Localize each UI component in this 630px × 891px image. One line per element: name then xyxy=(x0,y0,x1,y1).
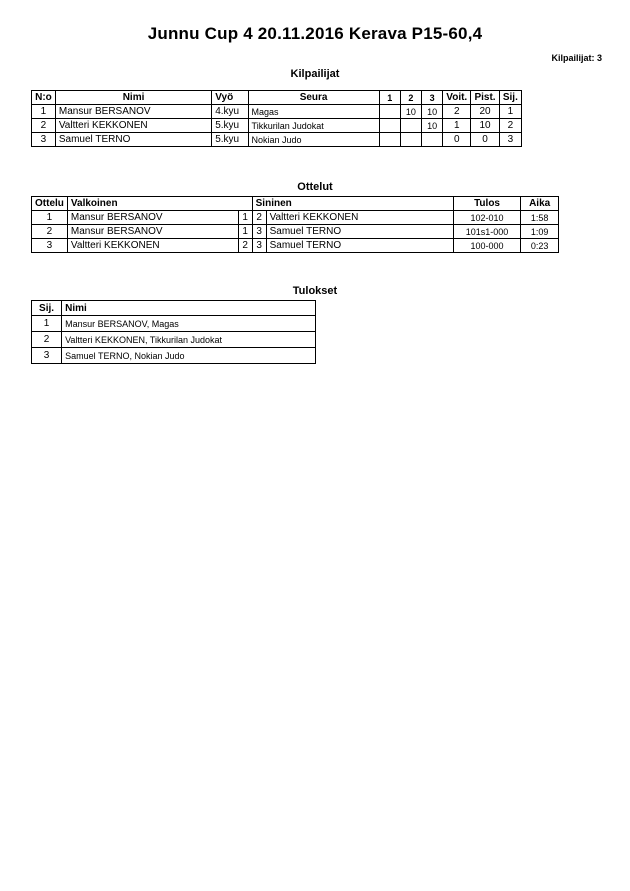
cell-round-3 xyxy=(422,133,443,147)
column-header-white: Valkoinen xyxy=(67,197,252,211)
column-header-num: N:o xyxy=(32,91,56,105)
cell-time: 0:23 xyxy=(521,239,559,253)
cell-match-num: 3 xyxy=(32,239,68,253)
cell-result-name: Samuel TERNO, Nokian Judo xyxy=(62,348,316,364)
cell-result-rank: 2 xyxy=(32,332,62,348)
cell-white-num: 1 xyxy=(238,211,252,225)
table-row xyxy=(32,225,559,239)
cell-round-2 xyxy=(400,119,421,133)
column-header-result-name: Nimi xyxy=(62,301,316,316)
cell-rank: 1 xyxy=(499,105,521,119)
column-header-time: Aika xyxy=(521,197,559,211)
table-row xyxy=(32,316,316,332)
cell-white-name: Mansur BERSANOV xyxy=(67,211,238,225)
table-row xyxy=(32,332,316,348)
column-header-points: Pist. xyxy=(471,91,499,105)
cell-round-3: 10 xyxy=(422,119,443,133)
results-table xyxy=(31,300,316,364)
cell-time: 1:09 xyxy=(521,225,559,239)
cell-result: 100-000 xyxy=(453,239,520,253)
cell-result-rank: 3 xyxy=(32,348,62,364)
table-row xyxy=(32,119,522,133)
cell-round-2: 10 xyxy=(400,105,421,119)
cell-name: Mansur BERSANOV xyxy=(55,105,211,119)
matches-table xyxy=(31,196,559,253)
cell-club: Nokian Judo xyxy=(248,133,379,147)
column-header-wins: Voit. xyxy=(443,91,471,105)
cell-white-num: 2 xyxy=(238,239,252,253)
cell-wins: 2 xyxy=(443,105,471,119)
competitors-count-badge: Kilpailijat: 3 xyxy=(551,53,602,63)
table-row xyxy=(32,133,522,147)
column-header-round-3: 3 xyxy=(422,91,443,105)
cell-blue-num: 2 xyxy=(252,211,266,225)
cell-belt: 4.kyu xyxy=(212,105,248,119)
competitors-table xyxy=(31,90,522,147)
cell-blue-num: 3 xyxy=(252,225,266,239)
cell-points: 20 xyxy=(471,105,499,119)
cell-belt: 5.kyu xyxy=(212,133,248,147)
matches-section-label: Ottelut xyxy=(297,181,333,193)
cell-round-1 xyxy=(379,105,400,119)
cell-name: Samuel TERNO xyxy=(55,133,211,147)
column-header-result-rank: Sij. xyxy=(32,301,62,316)
cell-rank: 3 xyxy=(499,133,521,147)
cell-round-3: 10 xyxy=(422,105,443,119)
cell-points: 0 xyxy=(471,133,499,147)
table-row xyxy=(32,105,522,119)
table-header-row xyxy=(32,197,559,211)
competitors-section-label: Kilpailijat xyxy=(290,68,340,80)
cell-blue-name: Samuel TERNO xyxy=(266,239,453,253)
table-header-row xyxy=(32,91,522,105)
cell-blue-num: 3 xyxy=(252,239,266,253)
cell-result: 101s1-000 xyxy=(453,225,520,239)
cell-white-num: 1 xyxy=(238,225,252,239)
cell-num: 2 xyxy=(32,119,56,133)
cell-club: Magas xyxy=(248,105,379,119)
cell-white-name: Valtteri KEKKONEN xyxy=(67,239,238,253)
table-header-row xyxy=(32,301,316,316)
table-row xyxy=(32,239,559,253)
cell-rank: 2 xyxy=(499,119,521,133)
column-header-club: Seura xyxy=(248,91,379,105)
column-header-name: Nimi xyxy=(55,91,211,105)
cell-match-num: 1 xyxy=(32,211,68,225)
cell-num: 1 xyxy=(32,105,56,119)
cell-time: 1:58 xyxy=(521,211,559,225)
cell-points: 10 xyxy=(471,119,499,133)
cell-round-1 xyxy=(379,119,400,133)
column-header-match-num: Ottelu xyxy=(32,197,68,211)
column-header-belt: Vyö xyxy=(212,91,248,105)
cell-result: 102-010 xyxy=(453,211,520,225)
column-header-rank: Sij. xyxy=(499,91,521,105)
cell-wins: 0 xyxy=(443,133,471,147)
cell-result-rank: 1 xyxy=(32,316,62,332)
cell-round-1 xyxy=(379,133,400,147)
cell-name: Valtteri KEKKONEN xyxy=(55,119,211,133)
cell-result-name: Valtteri KEKKONEN, Tikkurilan Judokat xyxy=(62,332,316,348)
table-row xyxy=(32,211,559,225)
cell-blue-name: Valtteri KEKKONEN xyxy=(266,211,453,225)
cell-club: Tikkurilan Judokat xyxy=(248,119,379,133)
cell-blue-name: Samuel TERNO xyxy=(266,225,453,239)
cell-wins: 1 xyxy=(443,119,471,133)
cell-round-2 xyxy=(400,133,421,147)
cell-match-num: 2 xyxy=(32,225,68,239)
results-section-label: Tulokset xyxy=(292,285,338,297)
column-header-round-2: 2 xyxy=(400,91,421,105)
cell-belt: 5.kyu xyxy=(212,119,248,133)
column-header-blue: Sininen xyxy=(252,197,453,211)
cell-white-name: Mansur BERSANOV xyxy=(67,225,238,239)
cell-num: 3 xyxy=(32,133,56,147)
column-header-round-1: 1 xyxy=(379,91,400,105)
cell-result-name: Mansur BERSANOV, Magas xyxy=(62,316,316,332)
page-title: Junnu Cup 4 20.11.2016 Kerava P15-60,4 xyxy=(147,24,483,43)
table-row xyxy=(32,348,316,364)
column-header-result: Tulos xyxy=(453,197,520,211)
